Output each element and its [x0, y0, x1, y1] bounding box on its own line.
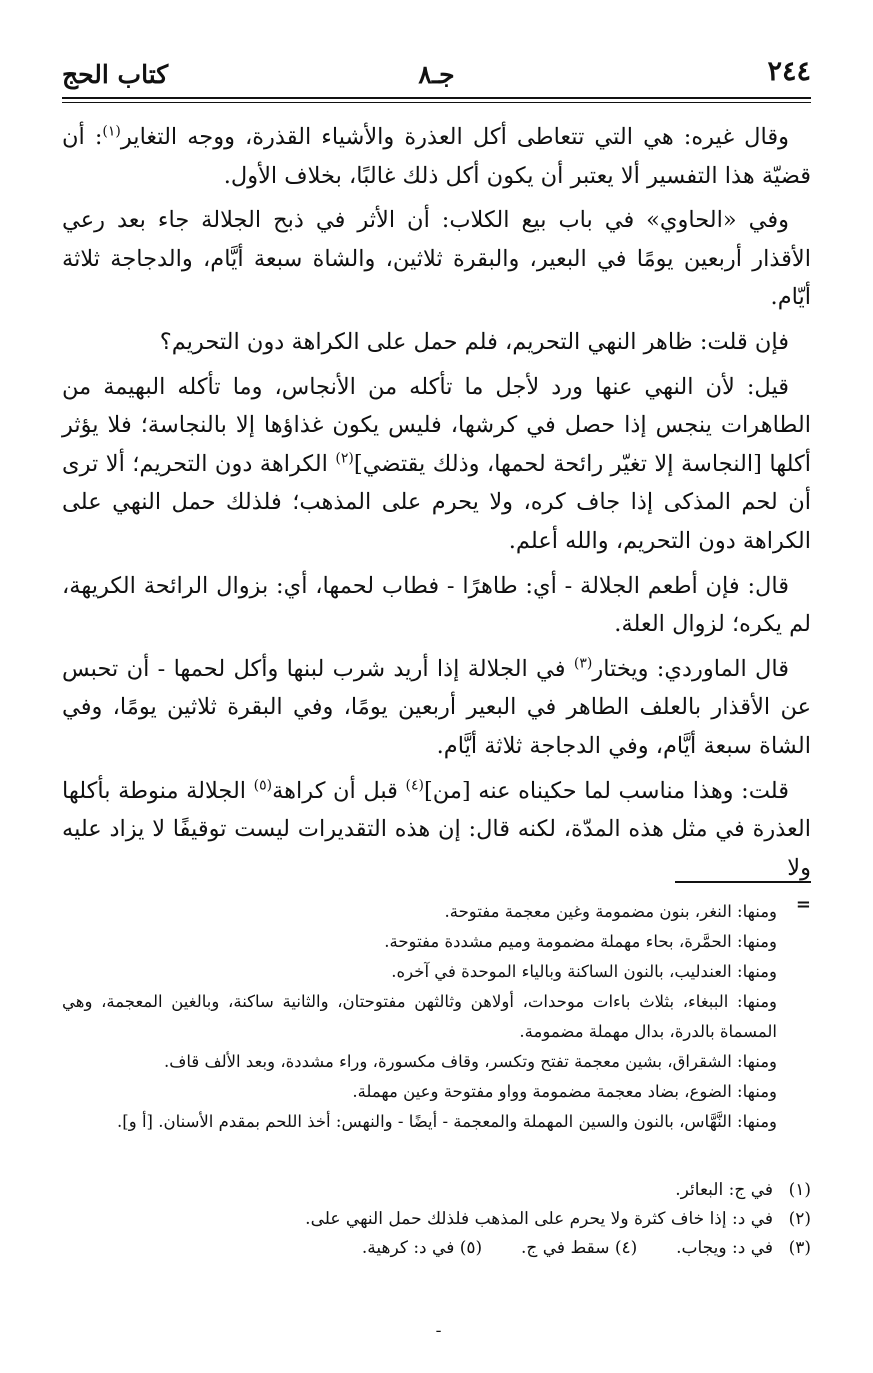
paragraph-5: قال: فإن أطعم الجلالة - أي: طاهرًا - فطاب لحمها، أي: بزوال الرائحة الكريهة، لم يكره؛ لزوال العلة. — [62, 572, 811, 638]
page-number: ٢٤٤ — [767, 56, 811, 87]
note-number: (٤) — [614, 1238, 638, 1258]
text-run: قبل أن كراهة — [272, 777, 406, 804]
note-text: سقط في ج. — [520, 1238, 610, 1258]
footnote-line: ومنها: النغر، بنون مضمومة وغين معجمة مفتوحة. — [444, 902, 777, 921]
text-run: : أن قضيّة هذا التفسير ألا يعتبر أن يكون أكل ذلك غالبًا، بخلاف الأول. — [62, 124, 811, 189]
text-run: الكراهة دون التحريم؛ ألا ترى أن لحم المذكى إذا جاف كره، ولا يحرم على المذهب؛ فلذلك حمل النهي على الكراهة دون التحريم، والله أعلم. — [62, 450, 811, 554]
note-2 — [62, 1205, 811, 1234]
text-run: في الجلالة إذا أريد شرب لبنها وأكل لحمها - أن تحبس عن الأقذار بالعلف الطاهر في البعير أربعين يومًا، وفي البقرة ثلاثين يومًا، وفي الشاة سبعة أيَّام، وفي الدجاجة ثلاثة أيَّام. — [62, 655, 811, 759]
footnote-separator — [675, 881, 811, 883]
footnote-line: ومنها: الببغاء، بثلاث باءات موحدات، أولاهن وثالثهن مفتوحتان، والثانية ساكنة، وبالغين المعجمة، وهي المسماة بالدرة، بدال مهملة مضمومة. — [62, 992, 777, 1041]
note-1 — [62, 1176, 811, 1205]
footnote-line: ومنها: العندليب، بالنون الساكنة وبالياء الموحدة في آخره. — [391, 962, 777, 981]
text-run: وقال غيره: هي التي تتعاطى أكل العذرة والأشياء القذرة، ووجه التغاير — [120, 124, 789, 150]
book-page — [62, 0, 811, 1373]
numbered-notes — [62, 1176, 811, 1263]
book-title: كتاب الحج — [62, 60, 169, 89]
footnote-continuation-mark: = — [795, 894, 811, 915]
text-run: قيل: لأن النهي عنها ورد لأجل ما تأكله من الأنجاس، وما تأكله البهيمة من الطاهرات ينجس إذا حصل في كرشها، فليس يكون غذاؤها إلا بالنجاسة؛ فلا يؤثر أكلها [النجاسة إلا تغيّر رائحة لحمها، وذلك يقتضي] — [62, 373, 812, 477]
bottom-mark: ـ — [436, 1320, 441, 1336]
volume-number: جـ٨ — [418, 60, 455, 89]
paragraph-2: وفي «الحاوي» في باب بيع الكلاب: أن الأثر في ذبح الجلالة جاء بعد رعي الأقذار أربعين يومًا في البعير، والبقرة ثلاثين، والشاة سبعة أيَّام، والدجاجة ثلاثة أيّام. — [62, 207, 811, 311]
note-text: في ج: البعائر. — [675, 1180, 773, 1200]
footnote-ref-4: (٤) — [405, 777, 424, 793]
note-number: (٣) — [788, 1238, 811, 1258]
page-header — [62, 56, 811, 96]
footnote-line: ومنها: الشقراق، بشين معجمة تفتح وتكسر، وقاف مكسورة، وراء مشددة، وبعد الألف قاف. — [164, 1052, 777, 1071]
footnote-line: ومنها: النَّهَّاس، بالنون والسين المهملة والمعجمة - أيضًا - والنهس: أخذ اللحم بمقدم الأسنان. [أ و]. — [117, 1112, 777, 1131]
text-run: قال الماوردي: ويختار — [592, 655, 789, 682]
header-rule-thin — [62, 102, 811, 103]
note-text: في د: كرهية. — [361, 1238, 455, 1258]
paragraph-3: فإن قلت: ظاهر النهي التحريم، فلم حمل على الكراهة دون التحريم؟ — [159, 328, 789, 355]
footnote-ref-3: (٣) — [573, 655, 593, 672]
main-text — [62, 118, 811, 893]
paragraph-7 — [62, 772, 811, 888]
note-text: في د: ويجاب. — [676, 1238, 773, 1258]
notes-row-3 — [62, 1234, 811, 1263]
paragraph-6 — [62, 650, 811, 766]
footnote-ref-1: (١) — [102, 123, 121, 140]
note-number: (٢) — [788, 1209, 811, 1229]
note-number: (٥) — [459, 1238, 483, 1258]
header-rule-thick — [62, 97, 811, 99]
text-run: الجلالة منوطة بأكلها العذرة في مثل هذه المدّة، لكنه قال: إن هذه التقديرات ليست توقيفًا لا يزاد عليه ولا — [62, 777, 811, 881]
note-text: في د: إذا خاف كثرة ولا يحرم على المذهب فلذلك حمل النهي على. — [305, 1209, 773, 1229]
continued-footnotes — [62, 897, 777, 1137]
footnote-line: ومنها: الضوع، بضاد معجمة مضمومة وواو مفتوحة وعين مهملة. — [352, 1082, 777, 1101]
paragraph-4 — [62, 368, 811, 561]
paragraph-1 — [62, 118, 811, 195]
text-run: قلت: وهذا مناسب لما حكيناه عنه [من] — [423, 777, 790, 804]
footnote-ref-2: (٢) — [335, 450, 354, 467]
footnote-line: ومنها: الحمَّرة، بحاء مهملة مضمومة وميم مشددة مفتوحة. — [384, 932, 777, 951]
note-number: (١) — [788, 1180, 811, 1200]
footnote-ref-5: (٥) — [253, 777, 273, 793]
